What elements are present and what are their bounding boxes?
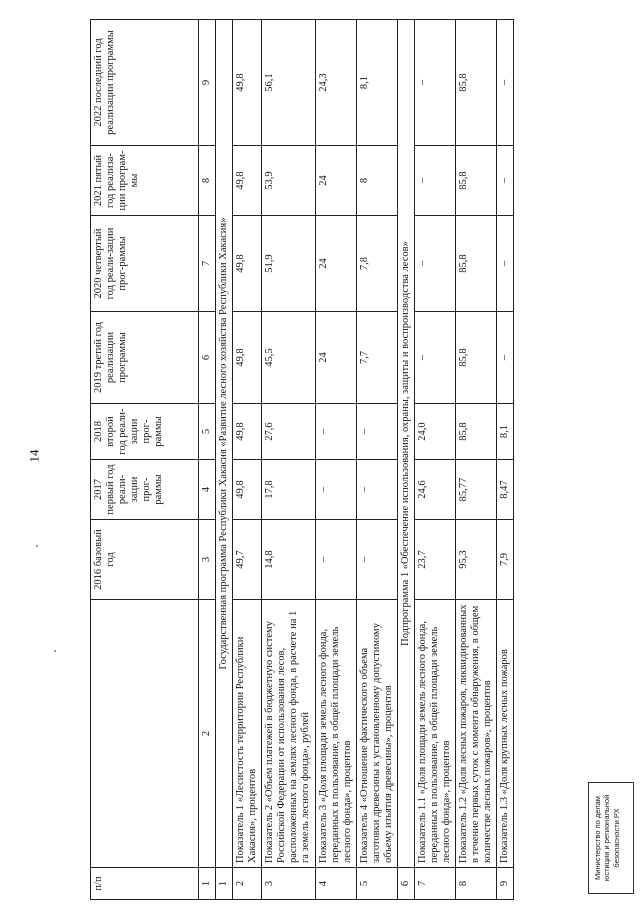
value-cell: 85,8 — [456, 404, 497, 460]
row-number: 6 — [397, 868, 414, 900]
value-cell: 8,1 — [356, 20, 397, 146]
row-number: 7 — [414, 868, 455, 900]
header-cell: 2017 первый год реали-зации прог-раммы — [91, 460, 199, 520]
value-cell: 49,8 — [233, 20, 262, 146]
header-cell: 2016 базовый год — [91, 520, 199, 600]
value-cell: 24 — [315, 312, 356, 404]
page-number: 14 — [26, 449, 42, 463]
value-cell: – — [497, 216, 514, 312]
value-cell: 95,3 — [456, 520, 497, 600]
value-cell: 27,6 — [262, 404, 315, 460]
column-number: 6 — [199, 312, 216, 404]
value-cell: 7,7 — [356, 312, 397, 404]
value-cell: 85,8 — [456, 20, 497, 146]
column-number: 8 — [199, 146, 216, 216]
indicator-name: Показатель 4 «Отношение фактического объема заготовки древесины к установленному допустимому объему изъятия древесины», процентов — [356, 600, 397, 868]
value-cell: 51,9 — [262, 216, 315, 312]
ministry-stamp — [588, 782, 634, 894]
value-cell: 49,7 — [233, 520, 262, 600]
table-row — [233, 20, 262, 900]
value-cell: 24,6 — [414, 460, 455, 520]
header-cell: 2019 третий год реализации программы — [91, 312, 199, 404]
value-cell: – — [497, 146, 514, 216]
column-number: 9 — [199, 20, 216, 146]
row-number: 9 — [497, 868, 514, 900]
stamp-line: юстиции и региональной — [602, 794, 612, 882]
header-row — [91, 20, 199, 900]
column-number-row — [199, 20, 216, 900]
value-cell: – — [315, 404, 356, 460]
value-cell: 53,9 — [262, 146, 315, 216]
scan-speck — [54, 650, 56, 652]
indicator-name: Показатель 3 «Доля площади земель лесного фонда, переданных в пользование, в общей площади земель лесного фонда», процентов — [315, 600, 356, 868]
indicator-name: Показатель 1 «Лесистость территории Республики Хакасия», процентов — [233, 600, 262, 868]
value-cell: 17,8 — [262, 460, 315, 520]
column-number: 3 — [199, 520, 216, 600]
value-cell: 14,8 — [262, 520, 315, 600]
value-cell: 49,8 — [233, 404, 262, 460]
section-title: Подпрограмма 1 «Обеспечение использования, охраны, защиты и воспроизводства лесов» — [397, 20, 414, 868]
stamp-line: безопасности РХ — [611, 808, 621, 868]
value-cell: – — [497, 20, 514, 146]
header-cell: 2022 последний год реализации программы — [91, 20, 199, 146]
column-number: 4 — [199, 460, 216, 520]
value-cell: 24,0 — [414, 404, 455, 460]
column-number: 1 — [199, 868, 216, 900]
value-cell: 7,9 — [497, 520, 514, 600]
value-cell: 8 — [356, 146, 397, 216]
row-number: 8 — [456, 868, 497, 900]
row-number: 2 — [233, 868, 262, 900]
value-cell: – — [315, 460, 356, 520]
header-cell: 2018 второй год реали-зации прог-раммы — [91, 404, 199, 460]
table-row — [497, 20, 514, 900]
row-number: 3 — [262, 868, 315, 900]
value-cell: 7,8 — [356, 216, 397, 312]
value-cell: 49,8 — [233, 216, 262, 312]
indicators-table — [90, 19, 514, 900]
stamp-line: Министерство по делам — [593, 796, 602, 880]
value-cell: 8,1 — [497, 404, 514, 460]
value-cell: 8,47 — [497, 460, 514, 520]
value-cell: – — [497, 312, 514, 404]
rotated-table-sheet — [90, 20, 640, 900]
section-title: Государственная программа Республики Хакасия «Развитие лесного хозяйства Республики Хакасия» — [216, 20, 233, 868]
indicator-name: Показатель 1.2 «Доля лесных пожаров, ликвидированных в течение первых суток с момента обнаружения, в общем количестве лесных пожаров», процентов — [456, 600, 497, 868]
row-number: 4 — [315, 868, 356, 900]
column-number: 2 — [199, 600, 216, 868]
table-row — [414, 20, 455, 900]
indicator-name: Показатель 1.1 «Доля площади земель лесного фонда, переданных в пользование, в общей площади земель лесного фонда», процентов — [414, 600, 455, 868]
section-row-state-program — [216, 20, 233, 900]
header-cell: 2021 пятый год реализа-ции програм-мы — [91, 146, 199, 216]
value-cell: – — [414, 146, 455, 216]
row-number: 1 — [216, 868, 233, 900]
value-cell: – — [356, 460, 397, 520]
value-cell: – — [414, 312, 455, 404]
table-row — [356, 20, 397, 900]
value-cell: 56,1 — [262, 20, 315, 146]
column-number: 7 — [199, 216, 216, 312]
value-cell: – — [356, 404, 397, 460]
column-number: 5 — [199, 404, 216, 460]
value-cell: – — [414, 216, 455, 312]
row-number: 5 — [356, 868, 397, 900]
table-row — [262, 20, 315, 900]
value-cell: 85,8 — [456, 312, 497, 404]
value-cell: 49,8 — [233, 312, 262, 404]
scan-speck — [36, 545, 38, 547]
value-cell: 85,8 — [456, 216, 497, 312]
value-cell: 49,8 — [233, 146, 262, 216]
header-cell: 2020 четвертый год реали-зации прог-раммы — [91, 216, 199, 312]
value-cell: – — [356, 520, 397, 600]
header-cell — [91, 600, 199, 868]
value-cell: 24 — [315, 146, 356, 216]
table-row — [456, 20, 497, 900]
value-cell: 24 — [315, 216, 356, 312]
indicator-name: Показатель 2 «Объем платежей в бюджетную систему Российской Федерации от использования лесов, расположенных на землях лесного фонда, в расчете на 1 га земель лесного фонда», рублей — [262, 600, 315, 868]
value-cell: – — [414, 20, 455, 146]
section-row-subprogram-1 — [397, 20, 414, 900]
value-cell: 45,5 — [262, 312, 315, 404]
value-cell: 49,8 — [233, 460, 262, 520]
value-cell: 85,8 — [456, 146, 497, 216]
value-cell: 23,7 — [414, 520, 455, 600]
table-row — [315, 20, 356, 900]
indicator-name: Показатель 1.3 «Доля крупных лесных пожаров — [497, 600, 514, 868]
header-cell: п/п — [91, 868, 199, 900]
value-cell: 24,3 — [315, 20, 356, 146]
value-cell: 85,77 — [456, 460, 497, 520]
value-cell: – — [315, 520, 356, 600]
